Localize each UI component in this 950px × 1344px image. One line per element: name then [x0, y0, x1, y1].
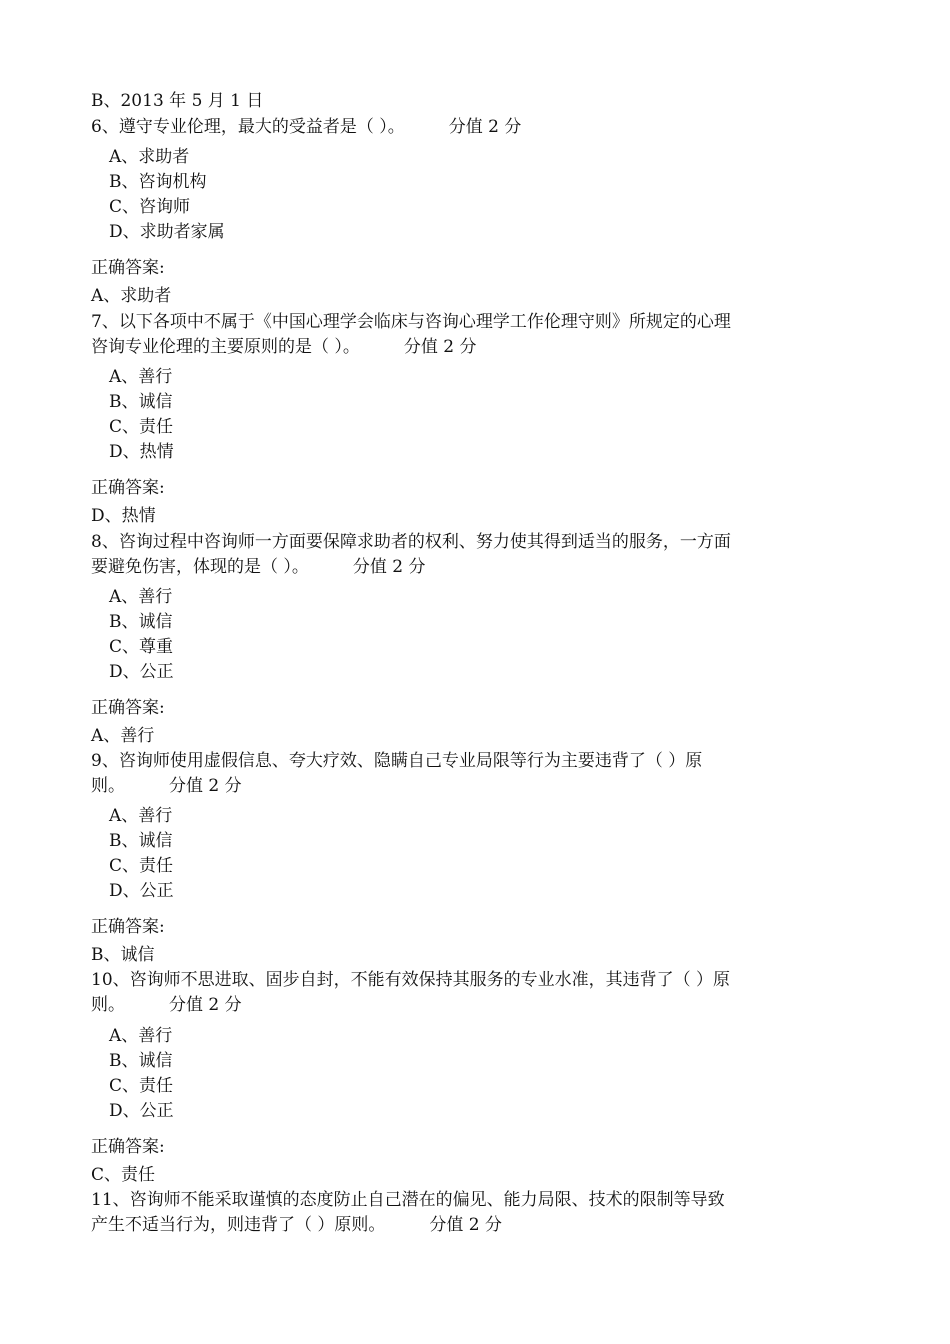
question-9-option-c: C、责任: [109, 856, 174, 876]
question-9-option-b: B、诚信: [109, 831, 173, 851]
question-11-stem-line2: [91, 1214, 502, 1236]
question-10-option-c: C、责任: [109, 1076, 174, 1096]
question-10-answer: C、责任: [91, 1165, 156, 1185]
question-11-text: 产生不适当行为，则违背了（ ）原则。: [91, 1215, 386, 1235]
question-6-answer-label: 正确答案:: [91, 258, 165, 278]
question-6-option-c: C、咨询师: [109, 197, 191, 217]
question-10-stem-line1: 10、咨询师不思进取、固步自封，不能有效保持其服务的专业水准，其违背了（ ）原: [91, 970, 731, 990]
question-10-option-a: A、善行: [109, 1026, 173, 1046]
question-7-option-b: B、诚信: [109, 392, 173, 412]
question-10-score: 分值 2 分: [169, 995, 242, 1015]
question-10-answer-label: 正确答案:: [91, 1137, 165, 1157]
question-7-stem-line2: [91, 336, 477, 358]
previous-answer-fragment: B、2013 年 5 月 1 日: [91, 91, 264, 111]
question-8-answer: A、善行: [91, 726, 155, 746]
question-7-option-c: C、责任: [109, 417, 174, 437]
question-7-answer: D、热情: [91, 506, 156, 526]
question-6-score: 分值 2 分: [448, 117, 522, 137]
question-8-stem-line1: 8、咨询过程中咨询师一方面要保障求助者的权利、努力使其得到适当的服务，一方面: [91, 532, 731, 552]
question-7-option-d: D、热情: [109, 442, 174, 462]
question-7-answer-label: 正确答案:: [91, 478, 165, 498]
question-9-option-d: D、公正: [109, 881, 174, 901]
question-7-option-a: A、善行: [109, 367, 173, 387]
question-10-text: 则。: [91, 995, 125, 1015]
question-11-score: 分值 2 分: [429, 1215, 503, 1235]
question-8-text: 要避免伤害，体现的是（ ）。: [91, 557, 309, 577]
question-9-stem-line2: [91, 775, 242, 797]
question-8-answer-label: 正确答案:: [91, 698, 165, 718]
question-9-text: 则。: [91, 776, 125, 796]
question-7-stem-line1: 7、以下各项中不属于《中国心理学会临床与咨询心理学工作伦理守则》所规定的心理: [91, 312, 731, 332]
question-7-score: 分值 2 分: [403, 337, 477, 357]
question-8-option-d: D、公正: [109, 662, 174, 682]
question-6-option-b: B、咨询机构: [109, 172, 207, 192]
question-8-option-b: B、诚信: [109, 612, 173, 632]
question-11-stem-line1: 11、咨询师不能采取谨慎的态度防止自己潜在的偏见、能力局限、技术的限制等导致: [91, 1190, 725, 1210]
question-9-stem-line1: 9、咨询师使用虚假信息、夸大疗效、隐瞒自己专业局限等行为主要违背了（ ）原: [91, 751, 703, 771]
question-6-option-d: D、求助者家属: [109, 222, 225, 242]
question-7-text: 咨询专业伦理的主要原则的是（ ）。: [91, 337, 360, 357]
question-8-stem-line2: [91, 556, 426, 578]
question-8-option-a: A、善行: [109, 587, 173, 607]
question-10-option-b: B、诚信: [109, 1051, 173, 1071]
question-6-option-a: A、求助者: [109, 147, 190, 167]
question-8-option-c: C、尊重: [109, 637, 174, 657]
question-10-option-d: D、公正: [109, 1101, 174, 1121]
question-6-answer: A、求助者: [91, 286, 172, 306]
question-8-score: 分值 2 分: [352, 557, 426, 577]
question-9-answer-label: 正确答案:: [91, 917, 165, 937]
question-9-answer: B、诚信: [91, 945, 155, 965]
question-6-text: 6、遵守专业伦理，最大的受益者是（ ）。: [91, 117, 405, 137]
question-10-stem-line2: [91, 994, 242, 1016]
question-9-score: 分值 2 分: [169, 776, 242, 796]
question-6-stem: [91, 116, 521, 138]
question-9-option-a: A、善行: [109, 806, 173, 826]
